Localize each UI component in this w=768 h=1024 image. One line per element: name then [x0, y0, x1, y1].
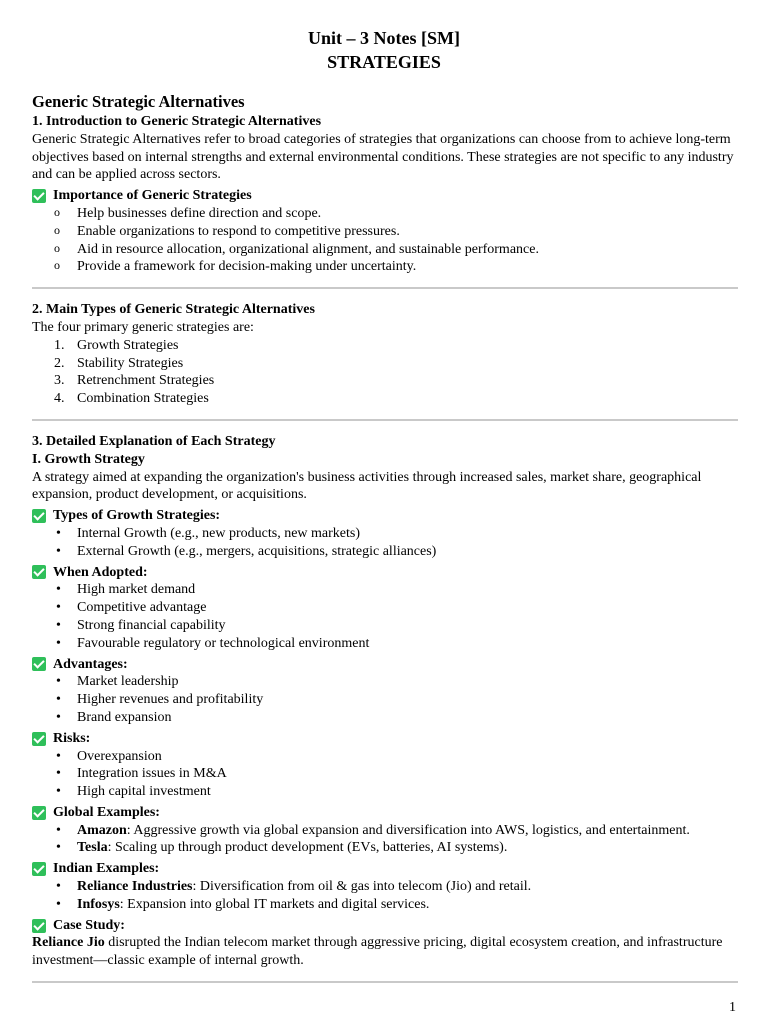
list-item: • Competitive advantage — [32, 599, 738, 617]
check-box-icon — [32, 862, 46, 876]
detail-heading: 3. Detailed Explanation of Each Strategy — [32, 433, 276, 449]
check-box-icon — [32, 732, 46, 746]
importance-label — [32, 187, 738, 205]
importance-list — [32, 205, 738, 276]
list-item: • Infosys: Expansion into global IT markets and digital services. — [32, 896, 738, 914]
page-number: 1 — [729, 1000, 736, 1015]
types-growth-label: Types of Growth Strategies: — [32, 507, 738, 525]
doc-content — [32, 92, 738, 995]
case-study-paragraph: Reliance Jio disrupted the Indian telecom market through aggressive pricing, digital ecosystem creation, and infrastructure investment—classic example of internal growth. — [32, 935, 723, 969]
check-box-icon — [32, 565, 46, 579]
check-box-icon — [32, 806, 46, 820]
check-box-icon — [32, 657, 46, 671]
list-item: • High capital investment — [32, 783, 738, 801]
divider — [32, 981, 738, 983]
list-item: • Favourable regulatory or technological environment — [32, 635, 738, 653]
case-study-label: Case Study: — [32, 917, 738, 935]
intro-paragraph: Generic Strategic Alternatives refer to broad categories of strategies that organizations can choose from to achieve long-term objectives based on internal strengths and external environmental conditions. These strategies are not specific to any industry and can be applied across sectors. — [32, 131, 734, 183]
types-growth-list — [32, 525, 738, 561]
indian-examples-list — [32, 878, 738, 914]
list-item: 2. Stability Strategies — [54, 355, 184, 371]
risks-list — [32, 748, 738, 801]
list-item: • Market leadership — [32, 673, 738, 691]
types-heading: 2. Main Types of Generic Strategic Alternatives — [32, 302, 315, 318]
divider — [32, 287, 738, 289]
list-item: • Brand expansion — [32, 709, 738, 727]
list-item: • High market demand — [32, 581, 738, 599]
when-adopted-label: When Adopted: — [32, 564, 738, 582]
global-examples-label: Global Examples: — [32, 804, 738, 822]
list-item: • Amazon: Aggressive growth via global expansion and diversification into AWS, logistics, and entertainment. — [32, 822, 738, 840]
types-list — [32, 337, 738, 408]
list-item: o Help businesses define direction and scope. — [32, 205, 738, 223]
global-examples-list — [32, 822, 738, 858]
list-item: o Provide a framework for decision-making under uncertainty. — [32, 258, 738, 276]
list-item: • Reliance Industries: Diversification from oil & gas into telecom (Jio) and retail. — [32, 878, 738, 896]
section-heading: Generic Strategic Alternatives — [32, 92, 245, 111]
check-box-icon — [32, 189, 46, 203]
doc-title: Unit – 3 Notes [SM] — [308, 28, 460, 48]
types-lead: The four primary generic strategies are: — [32, 319, 254, 335]
list-item: 1. Growth Strategies — [54, 337, 179, 353]
advantages-list — [32, 673, 738, 726]
importance-label-text: Importance of Generic Strategies — [53, 188, 252, 204]
divider — [32, 419, 738, 421]
when-adopted-list — [32, 581, 738, 652]
doc-subtitle: STRATEGIES — [327, 52, 441, 72]
check-box-icon — [32, 509, 46, 523]
indian-examples-label: Indian Examples: — [32, 860, 738, 878]
list-item: • Higher revenues and profitability — [32, 691, 738, 709]
list-item: • Tesla: Scaling up through product development (EVs, batteries, AI systems). — [32, 839, 738, 857]
list-item: 3. Retrenchment Strategies — [54, 373, 215, 389]
list-item: • Integration issues in M&A — [32, 765, 738, 783]
list-item: • Overexpansion — [32, 748, 738, 766]
growth-heading: I. Growth Strategy — [32, 451, 145, 467]
list-item: • External Growth (e.g., mergers, acquisitions, strategic alliances) — [32, 543, 738, 561]
growth-paragraph: A strategy aimed at expanding the organization's business activities through increased sales, market share, geographical expansion, product development, or acquisitions. — [32, 469, 702, 503]
intro-heading: 1. Introduction to Generic Strategic Alternatives — [32, 114, 322, 129]
risks-label: Risks: — [32, 730, 738, 748]
check-box-icon — [32, 919, 46, 933]
list-item: • Strong financial capability — [32, 617, 738, 635]
list-item: o Enable organizations to respond to competitive pressures. — [32, 223, 738, 241]
list-item: 4. Combination Strategies — [54, 391, 209, 407]
list-item: • Internal Growth (e.g., new products, new markets) — [32, 525, 738, 543]
advantages-label: Advantages: — [32, 656, 738, 674]
list-item: o Aid in resource allocation, organizational alignment, and sustainable performance. — [32, 241, 738, 259]
